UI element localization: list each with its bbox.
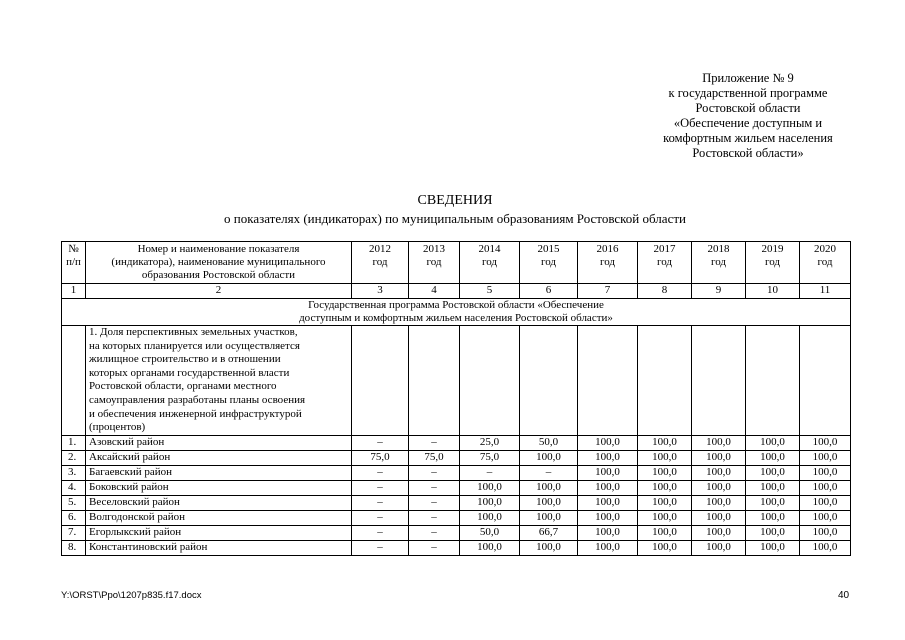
value-cell: 100,0 xyxy=(800,525,851,540)
value-cell: 100,0 xyxy=(800,540,851,555)
indicator-number-cell xyxy=(62,326,86,436)
value-cell: 100,0 xyxy=(578,540,638,555)
page-number: 40 xyxy=(838,590,850,601)
column-number: 8 xyxy=(638,284,692,299)
value-cell: 50,0 xyxy=(520,435,578,450)
column-number: 1 xyxy=(62,284,86,299)
value-cell: – xyxy=(352,540,409,555)
file-path: Y:\ORST\Ppo\1207p835.f17.docx xyxy=(61,590,202,601)
table-row xyxy=(62,510,851,525)
value-cell: 100,0 xyxy=(638,510,692,525)
document-subtitle: о показателях (индикаторах) по муниципальным образованиям Ростовской области xyxy=(224,211,686,226)
district-name: Константиновский район xyxy=(86,540,352,555)
indicator-empty-cell xyxy=(578,326,638,436)
table-row xyxy=(62,465,851,480)
value-cell: 100,0 xyxy=(692,540,746,555)
value-cell: 100,0 xyxy=(692,465,746,480)
value-cell: 100,0 xyxy=(638,450,692,465)
table-row xyxy=(62,435,851,450)
indicator-empty-cell xyxy=(409,326,460,436)
table-row xyxy=(62,525,851,540)
value-cell: – xyxy=(409,510,460,525)
value-cell: 100,0 xyxy=(638,540,692,555)
value-cell: 100,0 xyxy=(746,450,800,465)
value-cell: – xyxy=(352,510,409,525)
header-year-2015: 2015 год xyxy=(520,242,578,284)
value-cell: 100,0 xyxy=(638,480,692,495)
value-cell: 25,0 xyxy=(460,435,520,450)
row-number: 6. xyxy=(62,510,86,525)
value-cell: 100,0 xyxy=(638,495,692,510)
row-number: 8. xyxy=(62,540,86,555)
value-cell: 100,0 xyxy=(460,480,520,495)
value-cell: 100,0 xyxy=(638,525,692,540)
value-cell: 100,0 xyxy=(692,525,746,540)
value-cell: – xyxy=(409,435,460,450)
header-year-2020: 2020 год xyxy=(800,242,851,284)
value-cell: – xyxy=(352,465,409,480)
indicator-empty-cell xyxy=(638,326,692,436)
value-cell: 100,0 xyxy=(578,510,638,525)
header-name: Номер и наименование показателя (индикатора), наименование муниципального образования Ростовской области xyxy=(86,242,352,284)
value-cell: 100,0 xyxy=(800,450,851,465)
value-cell: 100,0 xyxy=(578,465,638,480)
row-number: 4. xyxy=(62,480,86,495)
value-cell: – xyxy=(409,465,460,480)
value-cell: 100,0 xyxy=(746,525,800,540)
value-cell: 100,0 xyxy=(800,465,851,480)
header-year-2018: 2018 год xyxy=(692,242,746,284)
value-cell: 100,0 xyxy=(692,495,746,510)
indicator-empty-cell xyxy=(460,326,520,436)
value-cell: – xyxy=(409,525,460,540)
appendix-line: Ростовской области xyxy=(695,101,801,115)
value-cell: 100,0 xyxy=(520,450,578,465)
value-cell: 100,0 xyxy=(460,510,520,525)
table-row xyxy=(62,540,851,555)
value-cell: 100,0 xyxy=(746,540,800,555)
document-title: СВЕДЕНИЯ xyxy=(417,193,493,208)
value-cell: 100,0 xyxy=(692,450,746,465)
value-cell: 100,0 xyxy=(520,480,578,495)
value-cell: 100,0 xyxy=(578,525,638,540)
value-cell: 75,0 xyxy=(460,450,520,465)
value-cell: 100,0 xyxy=(746,480,800,495)
column-number: 4 xyxy=(409,284,460,299)
indicator-empty-cell xyxy=(746,326,800,436)
column-number: 7 xyxy=(578,284,638,299)
column-number: 5 xyxy=(460,284,520,299)
value-cell: 100,0 xyxy=(746,495,800,510)
appendix-line: Приложение № 9 xyxy=(702,71,794,85)
row-number: 7. xyxy=(62,525,86,540)
indicator-description: 1. Доля перспективных земельных участков, на которых планируется или осуществляется жилищное строительство и в отношении которых органами государственной власти Ростовской области, органами местного самоуправления разработаны планы освоения и обеспечения инженерной инфраструктурой (процентов) xyxy=(86,326,352,436)
value-cell: 75,0 xyxy=(409,450,460,465)
indicator-empty-cell xyxy=(352,326,409,436)
value-cell: – xyxy=(352,435,409,450)
value-cell: 100,0 xyxy=(692,480,746,495)
value-cell: 100,0 xyxy=(578,480,638,495)
value-cell: 100,0 xyxy=(800,480,851,495)
program-title: Государственная программа Ростовской области «Обеспечение доступным и комфортным жильем населения Ростовской области» xyxy=(62,299,851,326)
value-cell: 100,0 xyxy=(520,495,578,510)
value-cell: 100,0 xyxy=(800,435,851,450)
value-cell: 100,0 xyxy=(638,465,692,480)
district-name: Аксайский район xyxy=(86,450,352,465)
indicator-empty-cell xyxy=(800,326,851,436)
value-cell: 100,0 xyxy=(692,435,746,450)
value-cell: 100,0 xyxy=(460,540,520,555)
program-row xyxy=(62,299,851,326)
value-cell: – xyxy=(409,495,460,510)
district-name: Боковский район xyxy=(86,480,352,495)
row-number: 2. xyxy=(62,450,86,465)
value-cell: 100,0 xyxy=(638,435,692,450)
appendix-block xyxy=(620,71,876,161)
value-cell: 100,0 xyxy=(578,435,638,450)
table-header-row xyxy=(62,242,851,284)
column-number-row xyxy=(62,284,851,299)
value-cell: – xyxy=(352,495,409,510)
value-cell: 75,0 xyxy=(352,450,409,465)
column-number: 9 xyxy=(692,284,746,299)
value-cell: 100,0 xyxy=(520,510,578,525)
value-cell: 100,0 xyxy=(746,435,800,450)
indicators-table xyxy=(61,241,851,556)
indicator-empty-cell xyxy=(520,326,578,436)
value-cell: – xyxy=(352,480,409,495)
value-cell: – xyxy=(352,525,409,540)
row-number: 3. xyxy=(62,465,86,480)
header-number: № п/п xyxy=(62,242,86,284)
column-number: 3 xyxy=(352,284,409,299)
header-year-2019: 2019 год xyxy=(746,242,800,284)
value-cell: 100,0 xyxy=(800,495,851,510)
header-year-2013: 2013 год xyxy=(409,242,460,284)
indicator-row xyxy=(62,326,851,436)
district-name: Багаевский район xyxy=(86,465,352,480)
header-year-2014: 2014 год xyxy=(460,242,520,284)
district-name: Волгодонской район xyxy=(86,510,352,525)
column-number: 11 xyxy=(800,284,851,299)
value-cell: – xyxy=(409,540,460,555)
value-cell: – xyxy=(460,465,520,480)
appendix-line: «Обеспечение доступным и xyxy=(673,116,823,130)
header-year-2017: 2017 год xyxy=(638,242,692,284)
value-cell: 100,0 xyxy=(746,465,800,480)
row-number: 5. xyxy=(62,495,86,510)
appendix-line: комфортным жильем населения xyxy=(663,131,833,145)
value-cell: 100,0 xyxy=(800,510,851,525)
district-name: Егорлыкский район xyxy=(86,525,352,540)
indicator-empty-cell xyxy=(692,326,746,436)
column-number: 10 xyxy=(746,284,800,299)
table-row xyxy=(62,450,851,465)
value-cell: 100,0 xyxy=(520,540,578,555)
header-year-2012: 2012 год xyxy=(352,242,409,284)
value-cell: 100,0 xyxy=(460,495,520,510)
district-name: Азовский район xyxy=(86,435,352,450)
value-cell: 100,0 xyxy=(746,510,800,525)
appendix-line: Ростовской области» xyxy=(692,146,804,160)
row-number: 1. xyxy=(62,435,86,450)
column-number: 2 xyxy=(86,284,352,299)
value-cell: 50,0 xyxy=(460,525,520,540)
value-cell: 100,0 xyxy=(578,450,638,465)
value-cell: – xyxy=(409,480,460,495)
value-cell: 66,7 xyxy=(520,525,578,540)
column-number: 6 xyxy=(520,284,578,299)
value-cell: 100,0 xyxy=(692,510,746,525)
district-name: Веселовский район xyxy=(86,495,352,510)
table-row xyxy=(62,495,851,510)
header-year-2016: 2016 год xyxy=(578,242,638,284)
table-row xyxy=(62,480,851,495)
value-cell: – xyxy=(520,465,578,480)
appendix-line: к государственной программе xyxy=(668,86,828,100)
value-cell: 100,0 xyxy=(578,495,638,510)
